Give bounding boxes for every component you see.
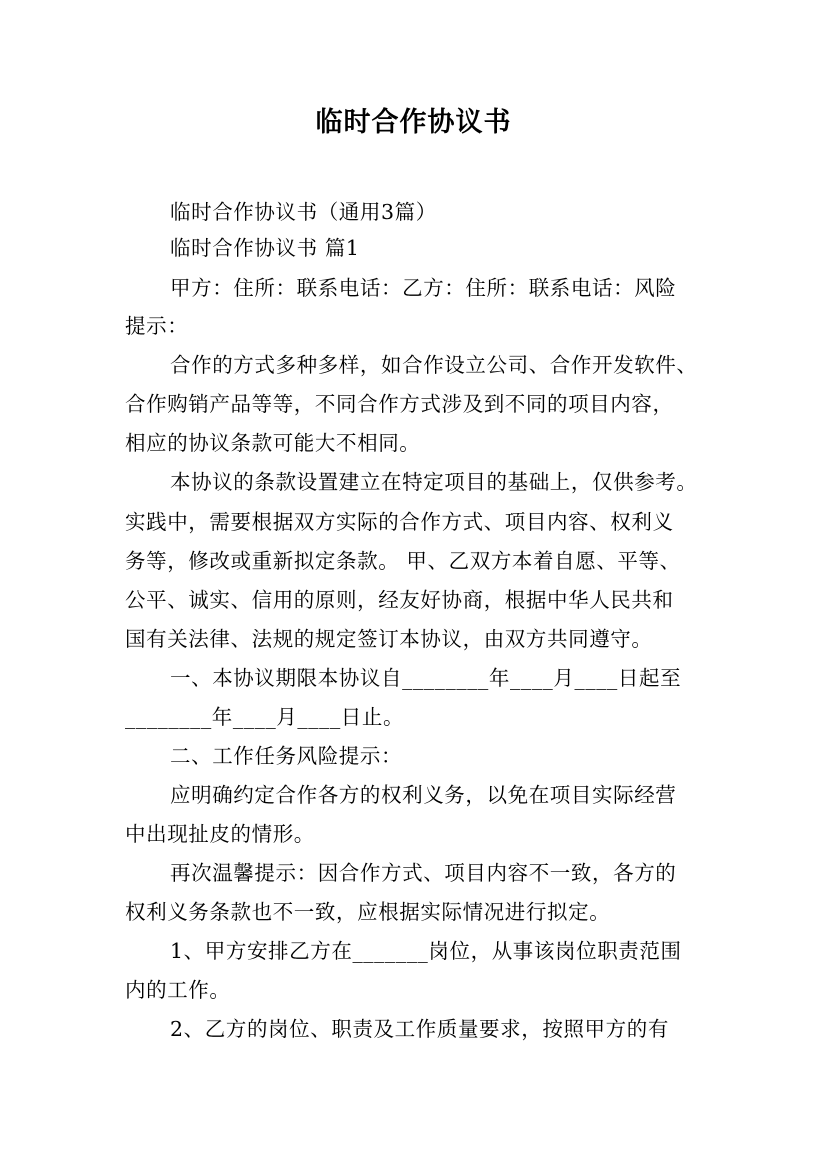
paragraph-line: ________年____月____日止。 [125, 705, 405, 729]
paragraph-line: 应明确约定合作各方的权利义务，以免在项目实际经营 [170, 783, 677, 807]
paragraph-line: 2、乙方的岗位、职责及工作质量要求，按照甲方的有 [170, 1017, 669, 1041]
subtitle-line: 临时合作协议书（通用3篇） [170, 200, 437, 224]
paragraph-line: 权利义务条款也不一致，应根据实际情况进行拟定。 [125, 900, 611, 924]
paragraph-line: 提示： [125, 314, 189, 338]
section-heading: 临时合作协议书 篇1 [170, 236, 360, 260]
document-title: 临时合作协议书 [315, 107, 512, 138]
paragraph-line: 务等，修改或重新拟定条款。 甲、乙双方本着自愿、平等、 [125, 549, 681, 573]
paragraph-line: 内的工作。 [125, 978, 231, 1002]
paragraph-line: 一、本协议期限本协议自________年____月____日起至 [170, 666, 682, 690]
paragraph-line: 1、甲方安排乙方在_______岗位，从事该岗位职责范围 [170, 939, 682, 963]
paragraph-line: 实践中，需要根据双方实际的合作方式、项目内容、权利义 [125, 510, 674, 534]
paragraph-line: 合作的方式多种多样，如合作设立公司、合作开发软件、 [170, 353, 698, 377]
paragraph-line: 本协议的条款设置建立在特定项目的基础上，仅供参考。 [170, 470, 698, 494]
paragraph-line: 公平、诚实、信用的原则，经友好协商，根据中华人民共和 [125, 588, 674, 612]
paragraph-line: 合作购销产品等等，不同合作方式涉及到不同的项目内容， [125, 392, 674, 416]
paragraph-line: 二、工作任务风险提示： [170, 744, 403, 768]
paragraph-line: 再次温馨提示：因合作方式、项目内容不一致，各方的 [170, 861, 677, 885]
paragraph-line: 国有关法律、法规的规定签订本协议，由双方共同遵守。 [125, 627, 653, 651]
paragraph-line: 中出现扯皮的情形。 [125, 822, 315, 846]
paragraph-line: 甲方：住所：联系电话：乙方：住所：联系电话：风险 [170, 276, 677, 300]
paragraph-line: 相应的协议条款可能大不相同。 [125, 431, 421, 455]
